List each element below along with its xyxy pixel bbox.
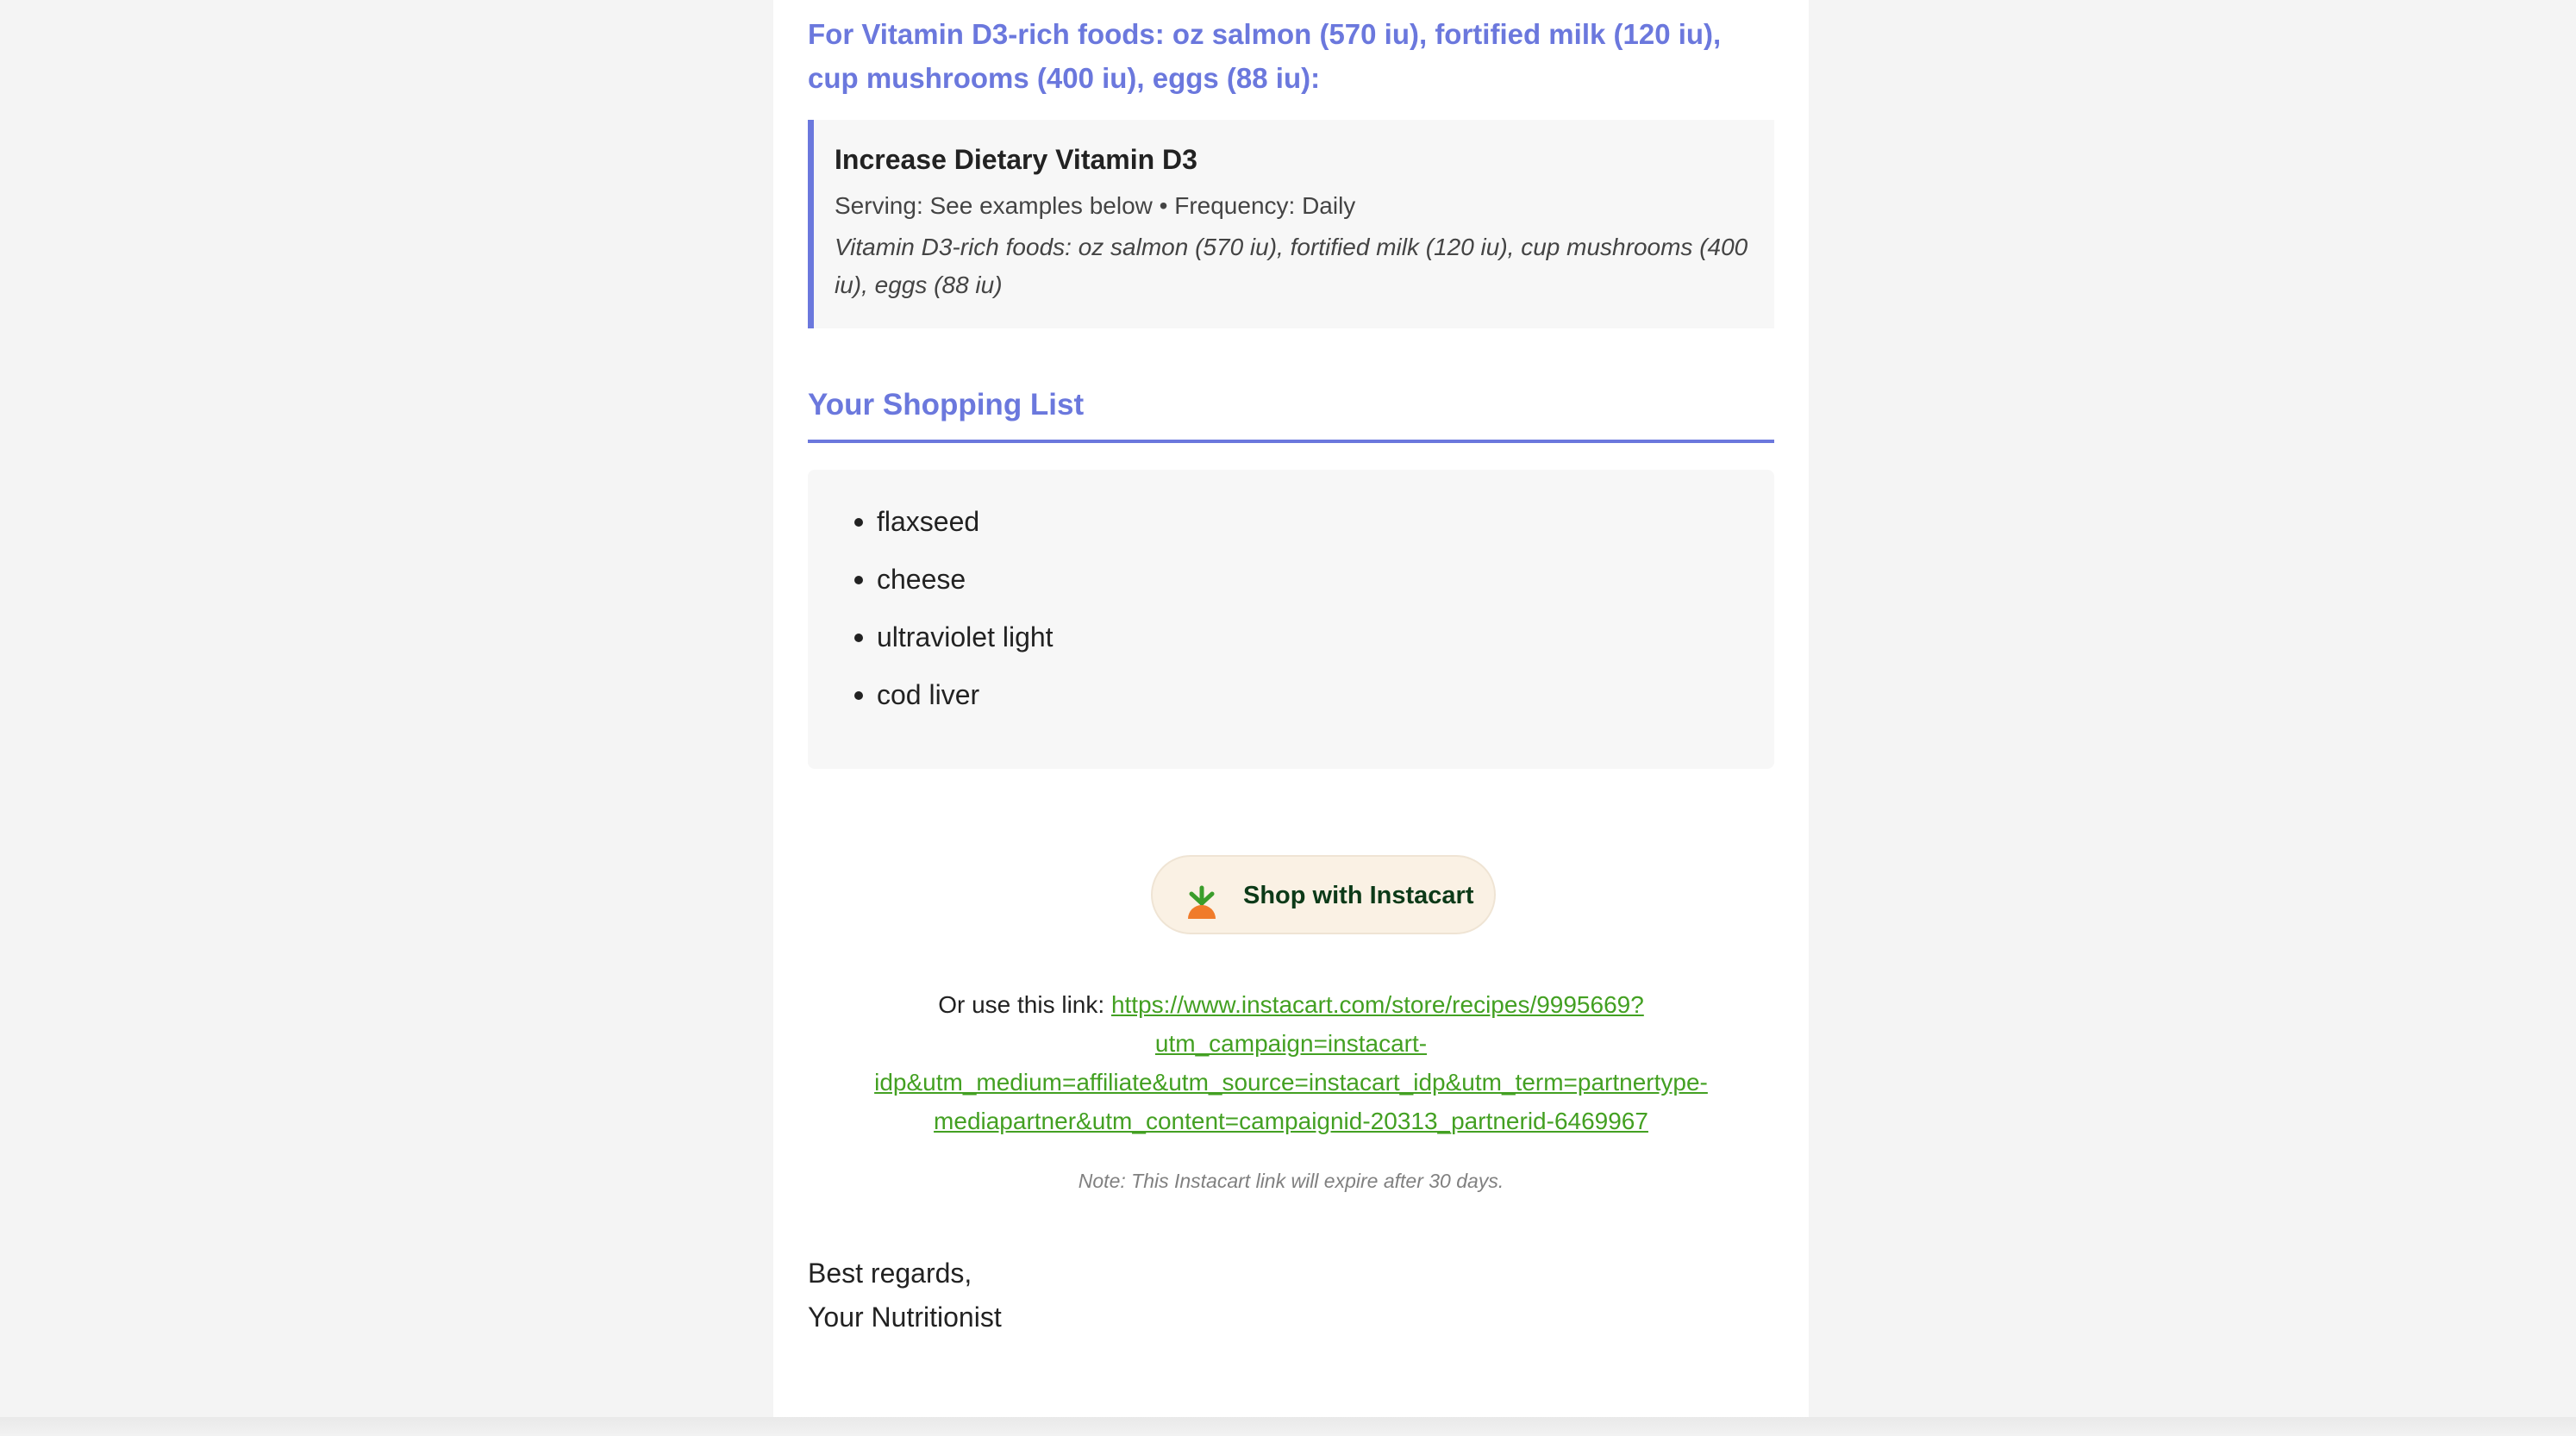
bottom-divider — [0, 1417, 2576, 1436]
list-item-label: flaxseed — [877, 506, 980, 537]
carrot-icon — [1185, 884, 1219, 921]
shopping-list-heading — [808, 384, 1774, 443]
alternate-link-block — [808, 985, 1774, 1140]
recommendation-title: Increase Dietary Vitamin D3 — [835, 144, 1197, 175]
recommendation-description: Vitamin D3-rich foods: oz salmon (570 iu), fortified milk (120 iu), cup mushrooms (400 iu), eggs (88 iu) — [835, 234, 1748, 298]
recommendation-card — [808, 120, 1774, 328]
list-item — [842, 677, 1054, 735]
list-item-label: cheese — [877, 564, 966, 595]
email-body — [773, 0, 1809, 1417]
shop-with-instacart-button[interactable] — [1151, 855, 1496, 934]
shopping-list — [842, 504, 1054, 735]
link-prefix: Or use this link: — [938, 991, 1111, 1018]
bullet-icon — [854, 691, 863, 700]
recommendation-meta: Serving: See examples below • Frequency: Daily — [835, 192, 1356, 219]
shop-button-label: Shop with Instacart — [1243, 882, 1474, 909]
signoff-greeting: Best regards, — [808, 1258, 972, 1289]
signoff-signature: Your Nutritionist — [808, 1302, 1002, 1333]
signoff — [808, 1252, 1002, 1339]
bullet-icon — [854, 634, 863, 642]
shopping-list-box — [808, 470, 1774, 769]
list-item — [842, 620, 1054, 677]
list-item-label: ultraviolet light — [877, 621, 1054, 652]
recommendation-heading: For Vitamin D3-rich foods: oz salmon (570 iu), fortified milk (120 iu), cup mushrooms (400 iu), eggs (88 iu): — [808, 18, 1722, 94]
list-item — [842, 504, 1054, 562]
list-item — [842, 562, 1054, 620]
list-item-label: cod liver — [877, 679, 980, 710]
bullet-icon — [854, 576, 863, 584]
bullet-icon — [854, 518, 863, 527]
instacart-link[interactable]: https://www.instacart.com/store/recipes/9995669?utm_campaign=instacart-idp&utm_medium=affiliate&utm_source=instacart_idp&utm_term=partnertype-mediapartner&utm_content=campaignid-20313_partnerid-6469967 — [874, 991, 1708, 1134]
link-expiry-note: Note: This Instacart link will expire after 30 days. — [1078, 1170, 1504, 1192]
shopping-list-title: Your Shopping List — [808, 388, 1085, 421]
